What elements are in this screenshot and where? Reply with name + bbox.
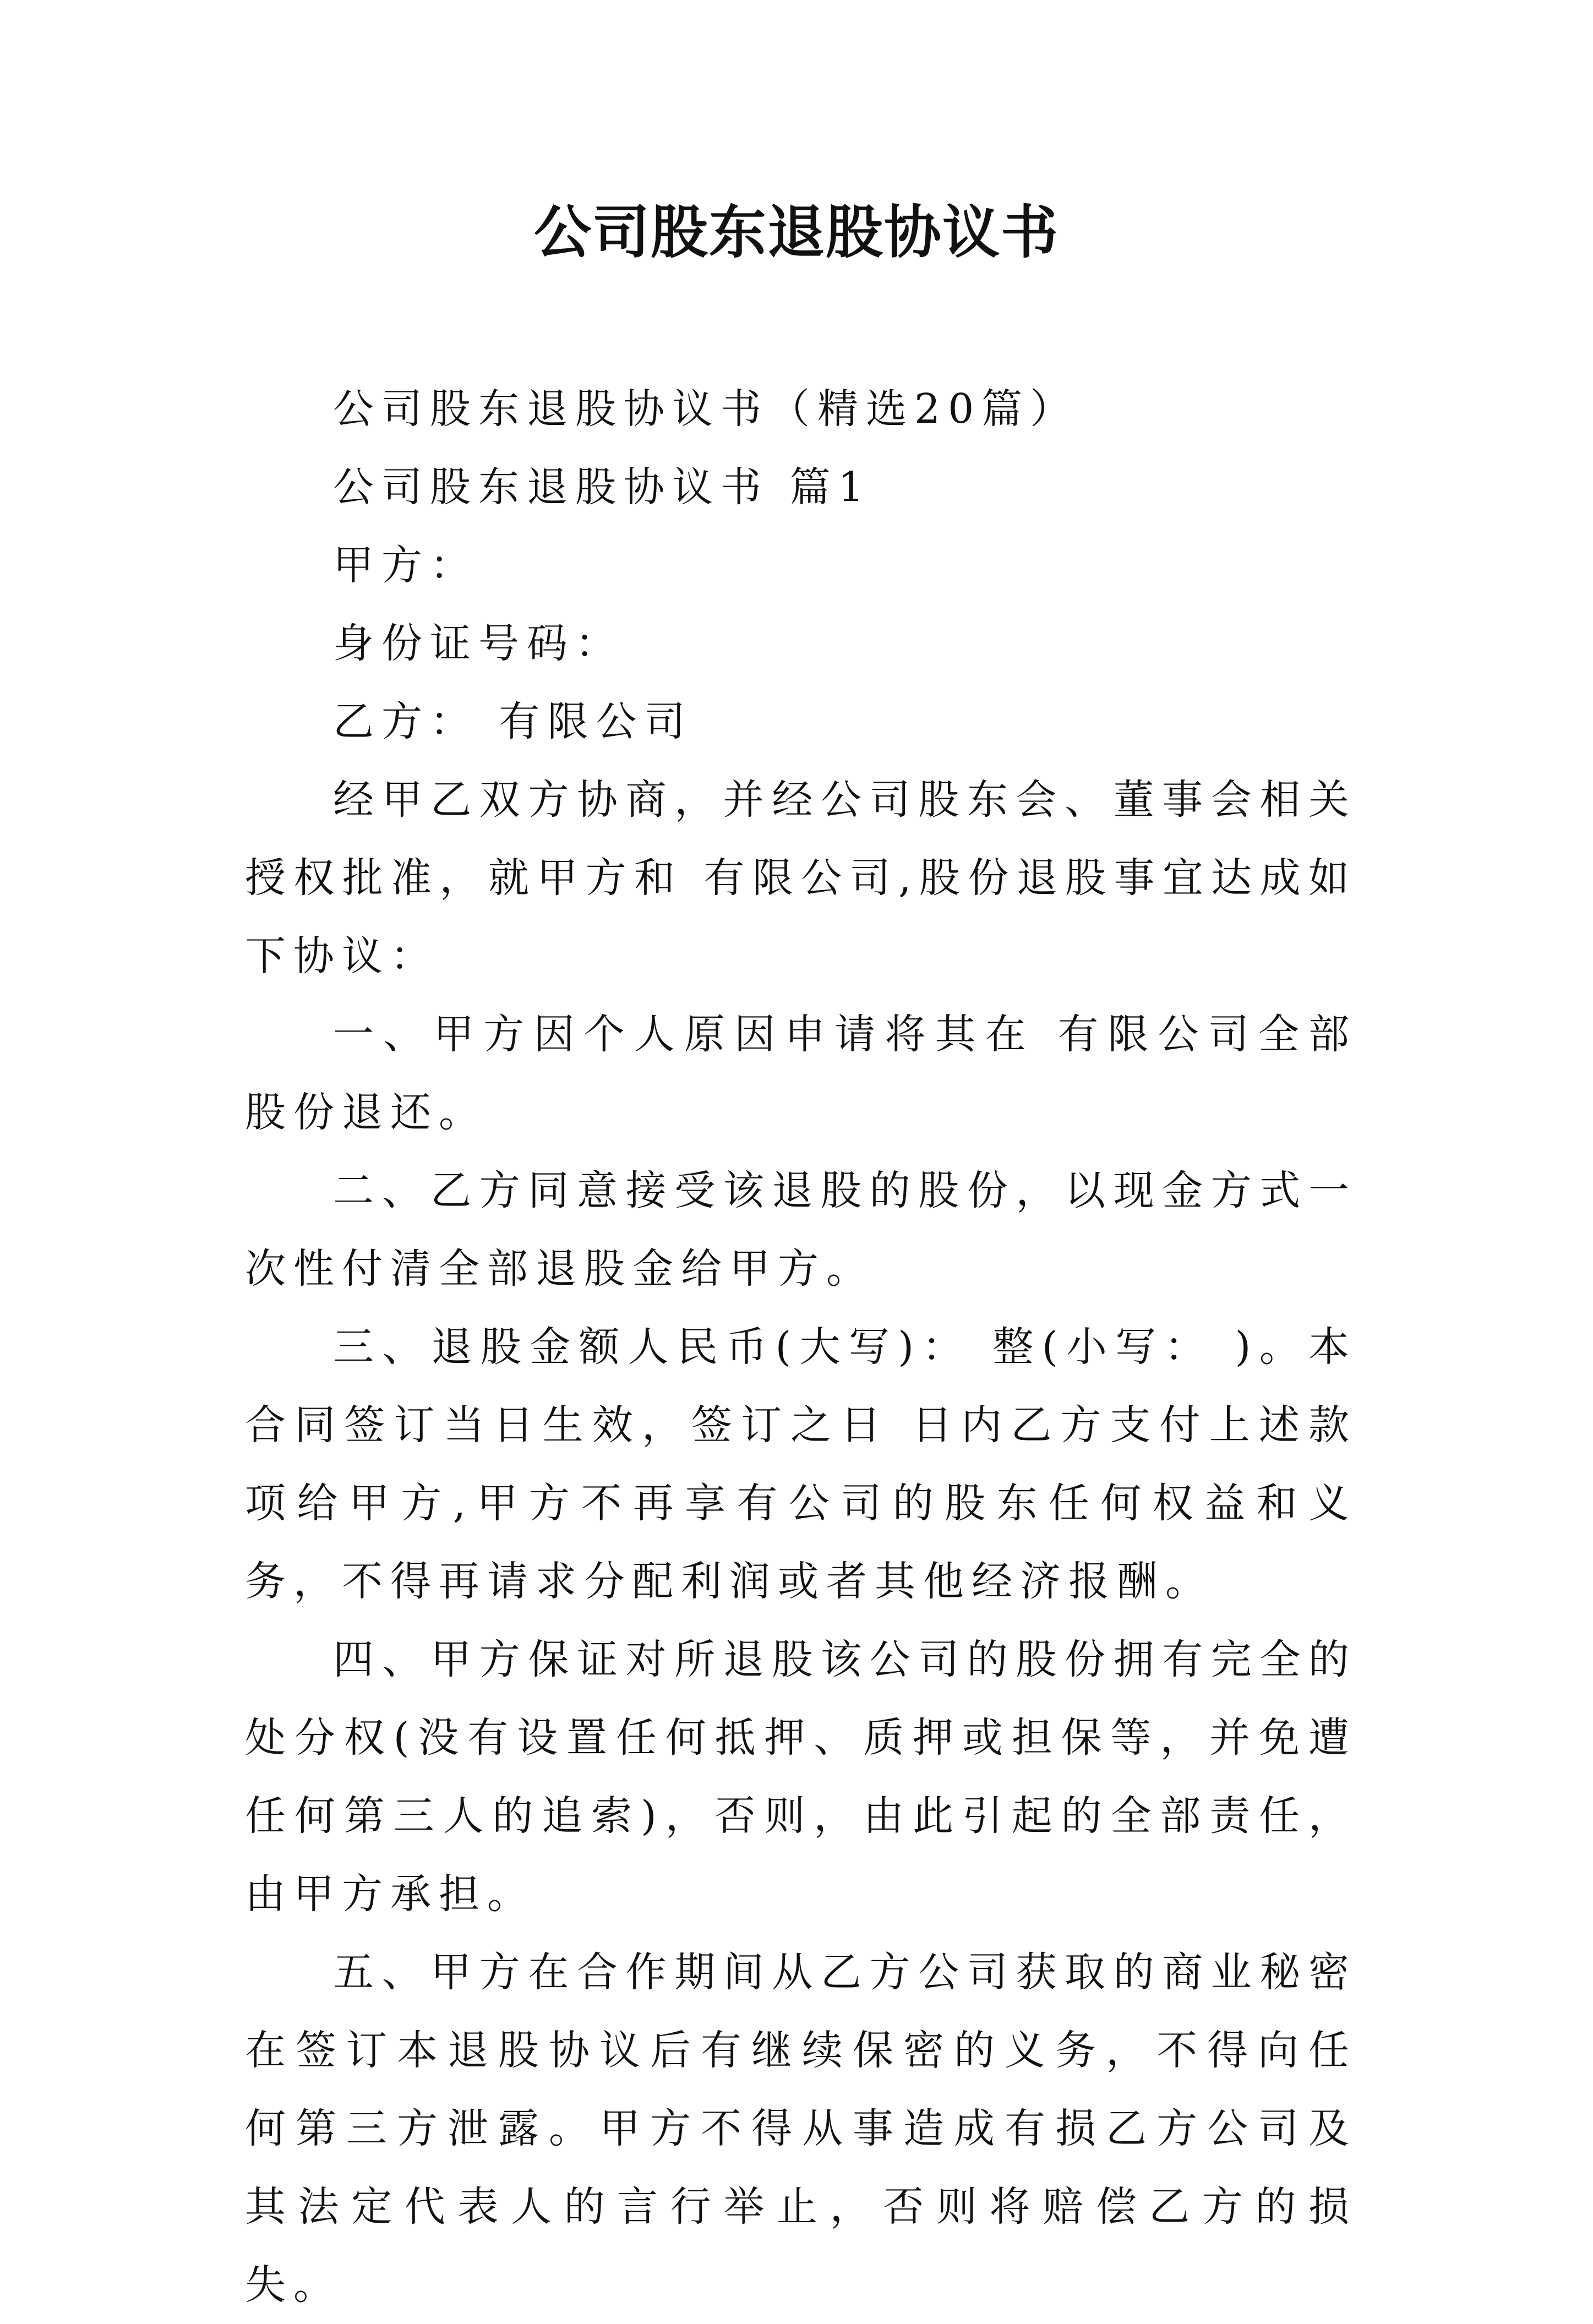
paragraph-clause-4: 四、甲方保证对所退股该公司的股份拥有完全的处分权(没有设置任何抵押、质押或担保等，并免遭任何第三人的追索)，否则，由此引起的全部责任，由甲方承担。 (245, 1636, 1357, 1918)
paragraph-clause-3: 三、退股金额人民币(大写)： 整(小写： )。本合同签订当日生效，签订之日 日内乙方支付上述款项给甲方,甲方不再享有公司的股东任何权益和义务，不得再请求分配利润或者其他经济报酬。 (245, 1323, 1357, 1605)
paragraph-party-a: 甲方： (333, 542, 478, 589)
document-body (245, 370, 1357, 2324)
paragraph-section-heading: 公司股东退股协议书 篇1 (333, 463, 872, 511)
paragraph-clause-1: 一、甲方因个人原因申请将其在 有限公司全部股份退还。 (245, 1011, 1357, 1136)
paragraph-clause-5: 五、甲方在合作期间从乙方公司获取的商业秘密在签订本退股协议后有继续保密的义务，不得向任何第三方泄露。甲方不得从事造成有损乙方公司及其法定代表人的言行举止，否则将赔偿乙方的损失。 (245, 1949, 1357, 2309)
paragraph-clause-2: 二、乙方同意接受该退股的股份，以现金方式一次性付清全部退股金给甲方。 (245, 1167, 1357, 1292)
document-title: 公司股东退股协议书 (533, 198, 1059, 266)
paragraph-subtitle: 公司股东退股协议书（精选20篇） (333, 385, 1079, 433)
paragraph-party-b: 乙方： 有限公司 (333, 698, 693, 745)
paragraph-id-number: 身份证号码： (333, 620, 624, 667)
paragraph-preamble: 经甲乙双方协商，并经公司股东会、董事会相关授权批准，就甲方和 有限公司,股份退股事宜达成如下协议： (245, 776, 1357, 980)
